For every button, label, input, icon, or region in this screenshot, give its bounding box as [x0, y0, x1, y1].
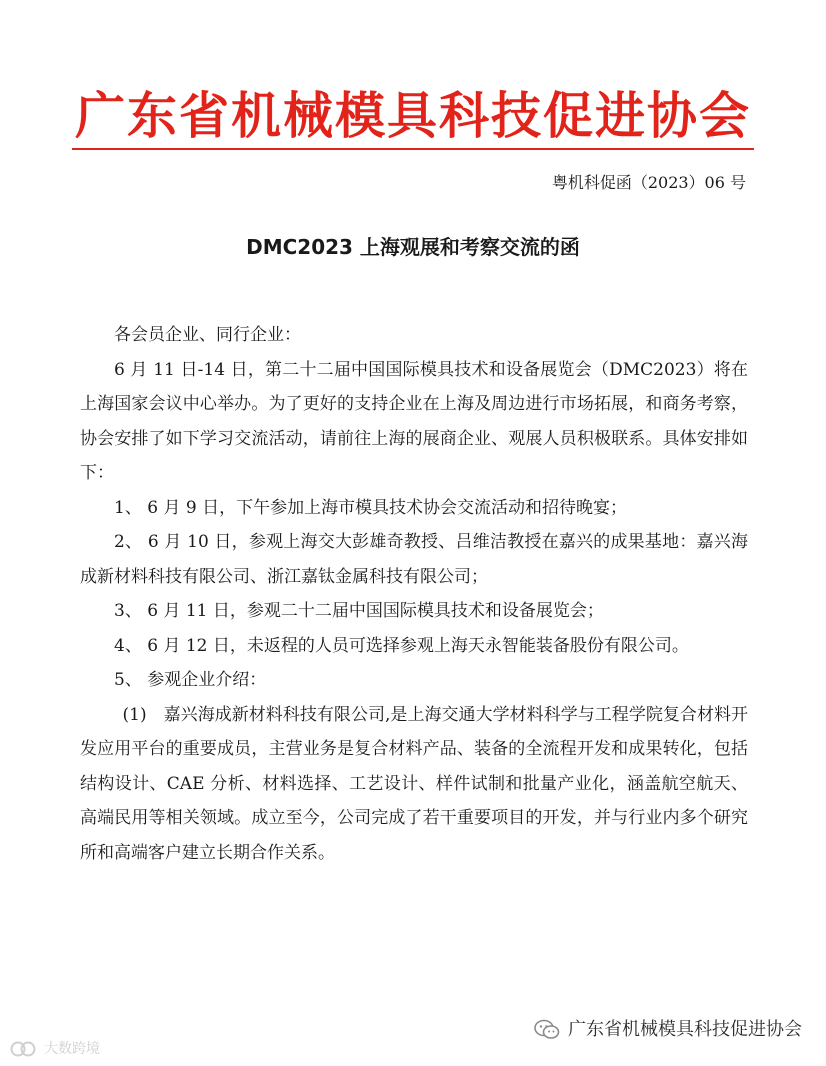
header-divider [72, 148, 754, 150]
corner-watermark-text: 大数跨境 [44, 1041, 100, 1057]
corner-logo-icon [10, 1040, 38, 1058]
list-item: 2、 6 月 10 日，参观上海交大彭雄奇教授、吕维洁教授在嘉兴的成果基地：嘉兴海成新材料科技有限公司、浙江嘉钛金属科技有限公司； [80, 532, 748, 587]
salutation: 各会员企业、同行企业： [114, 325, 301, 345]
doc-title: DMC2023 上海观展和考察交流的函 [246, 235, 580, 259]
doc-number: 粤机科促函（2023）06 号 [551, 173, 746, 192]
corner-watermark [10, 1040, 100, 1058]
letter-body [80, 318, 748, 870]
watermark-account: 广东省机械模具科技促进协会 [568, 1019, 802, 1040]
intro-paragraph: 6 月 11 日-14 日，第二十二届中国国际模具技术和设备展览会（DMC2023）将在上海国家会议中心举办。为了更好的支持企业在上海及周边进行市场拓展，和商务考察，协会安排了如下学习交流活动，请前往上海的展商企业、观展人员积极联系。具体安排如下： [80, 359, 748, 483]
company-intro: (1) 嘉兴海成新材料科技有限公司,是上海交通大学材料科学与工程学院复合材料开发应用平台的重要成员，主营业务是复合材料产品、装备的全流程开发和成果转化，包括结构设计、CAE 分析、材料选择、工艺设计、样件试制和批量产业化，涵盖航空航天、高端民用等相关领域。成立至今，公司完成了若干重要项目的开发，并与行业内多个研究所和高端客户建立长期合作关系。 [80, 704, 748, 863]
list-item: 5、 参观企业介绍： [114, 670, 267, 690]
wechat-icon [534, 1019, 560, 1041]
org-title: 广东省机械模具科技促进协会 [75, 87, 751, 145]
list-item: 3、 6 月 11 日，参观二十二届中国国际模具技术和设备展览会； [114, 601, 604, 621]
list-item: 1、 6 月 9 日，下午参加上海市模具技术协会交流活动和招待晚宴； [114, 497, 628, 518]
wechat-watermark [534, 1018, 802, 1042]
list-item: 4、 6 月 12 日，未返程的人员可选择参观上海天永智能装备股份有限公司。 [114, 635, 689, 656]
